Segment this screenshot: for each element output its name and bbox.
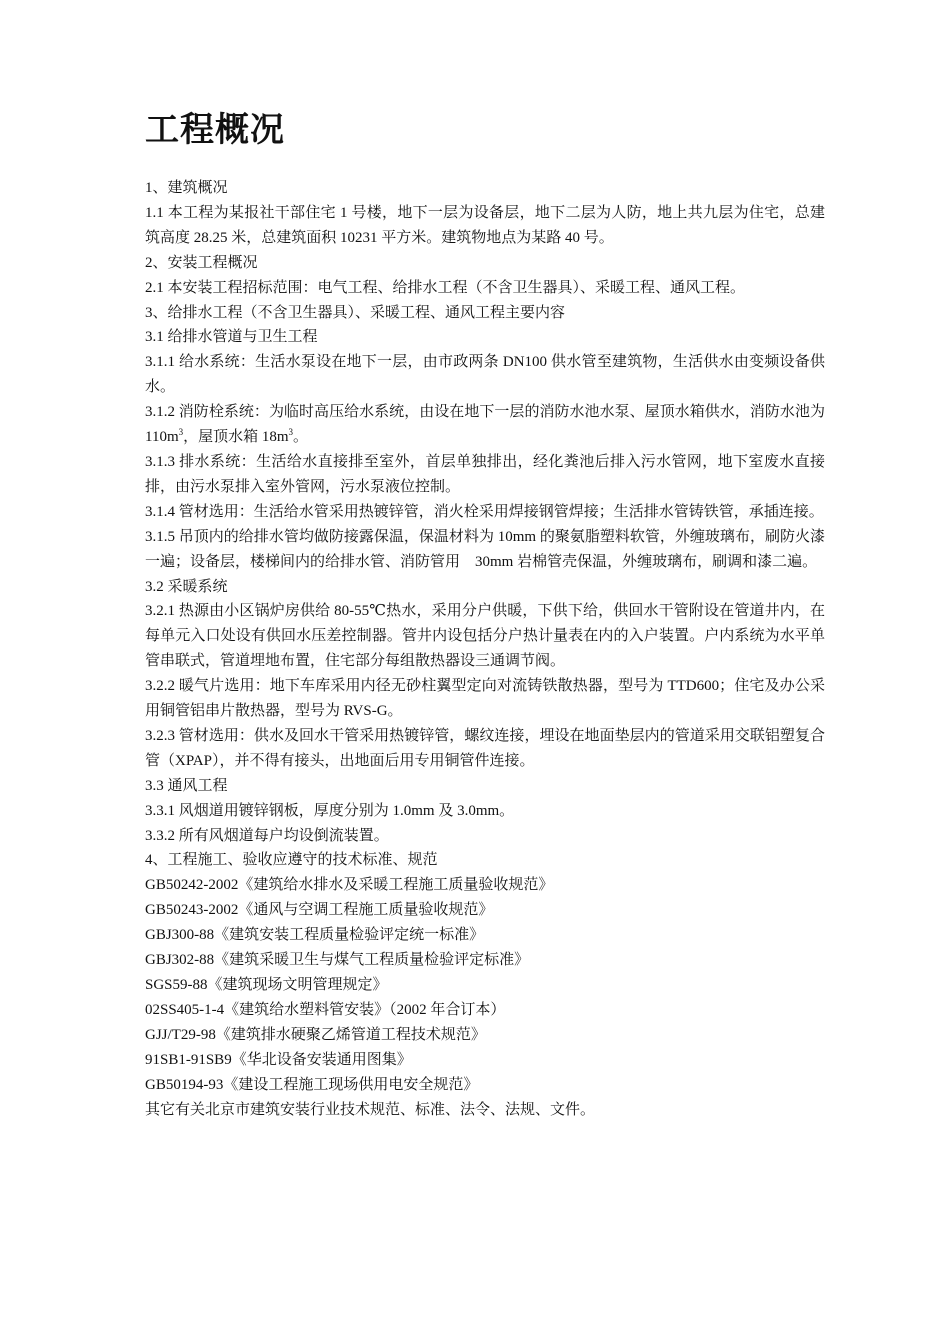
paragraph-3-1-3: 3.1.3 排水系统：生活给水直接排至室外，首层单独排出，经化粪池后排入污水管网，地下室废水直接排，由污水泵排入室外管网，污水泵液位控制。 [145,453,825,495]
fire-sup-b: 3 [288,427,294,438]
subheading-3-2: 3.2 采暖系统 [145,578,228,595]
standard-item: GBJ300-88《建筑安装工程质量检验评定统一标准》 [145,927,485,944]
page-title: 工程概况 [145,110,285,150]
standard-item: GJJ/T29-98《建筑排水硬聚乙烯管道工程技术规范》 [145,1026,486,1043]
paragraph-3-1-4: 3.1.4 管材选用：生活给水管采用热镀锌管，消火栓采用焊接钢管焊接；生活排水管铸铁管，承插连接。 [145,503,824,520]
section-heading-building: 1、建筑概况 [145,180,228,196]
fire-text-a: 3.1.2 消防栓系统：为临时高压给水系统，由设在地下一层的消防水池水泵、屋顶水箱供水，消防水池为 110m [145,404,825,446]
standard-item: 02SS405-1-4《建筑给水塑料管安装》（2002 年合订本） [145,1001,506,1018]
paragraph-1-1: 1.1 本工程为某报社干部住宅 1 号楼，地下一层为设备层，地下二层为人防，地上共九层为住宅，总建筑高度 28.25 米，总建筑面积 10231 平方米。建筑物地点为某路 40 号。 [145,204,825,246]
paragraph-3-3-2: 3.3.2 所有风烟道每户均设倒流装置。 [145,827,389,844]
subheading-3-1: 3.1 给排水管道与卫生工程 [145,329,318,346]
standard-item: 91SB1-91SB9《华北设备安装通用图集》 [145,1051,412,1068]
paragraph-3-3-1: 3.3.1 风烟道用镀锌钢板，厚度分别为 1.0mm 及 3.0mm。 [145,802,515,819]
standard-item: GB50243-2002《通风与空调工程施工质量验收规范》 [145,902,494,919]
fire-text-c: 。 [293,429,309,446]
paragraph-3-2-2: 3.2.2 暖气片选用：地下车库采用内径无砂柱翼型定向对流铸铁散热器，型号为 TTD600；住宅及办公采用铜管铝串片散热器，型号为 RVS-G。 [145,678,825,720]
subheading-3-3: 3.3 通风工程 [145,777,228,794]
paragraph-3-2-1: 3.2.1 热源由小区锅炉房供给 80-55℃热水，采用分户供暖，下供下给，供回水干管附设在管道井内，在每单元入口处设有供回水压差控制器。管井内设包括分户热计量表在内的入户装置。户内系统为水平单管串联式，管道埋地布置，住宅部分每组散热器设三通调节阀。 [145,603,825,670]
standard-item: GB50194-93《建设工程施工现场供用电安全规范》 [145,1076,479,1093]
section-heading-main-content: 3、给排水工程（不含卫生器具）、采暖工程、通风工程主要内容 [145,304,566,321]
document-page [145,104,825,1122]
closing-paragraph: 其它有关北京市建筑安装行业技术规范、标准、法令、法规、文件。 [145,1101,596,1118]
fire-sup-a: 3 [178,427,184,438]
section-heading-standards: 4、工程施工、验收应遵守的技术标准、规范 [145,852,438,869]
document-body [145,176,825,1122]
paragraph-3-1-2 [145,400,825,450]
standard-item: GBJ302-88《建筑采暖卫生与煤气工程质量检验评定标准》 [145,952,530,969]
standard-item: SGS59-88《建筑现场文明管理规定》 [145,977,388,993]
paragraph-3-2-3: 3.2.3 管材选用：供水及回水干管采用热镀锌管，螺纹连接，埋设在地面垫层内的管道采用交联铝塑复合管（XPAP），并不得有接头，出地面后用专用铜管件连接。 [145,727,825,769]
section-heading-installation: 2、安装工程概况 [145,254,258,271]
paragraph-3-1-1: 3.1.1 给水系统：生活水泵设在地下一层，由市政两条 DN100 供水管至建筑物，生活供水由变频设备供水。 [145,354,825,396]
paragraph-2-1: 2.1 本安装工程招标范围：电气工程、给排水工程（不含卫生器具）、采暖工程、通风工程。 [145,279,746,296]
standard-item: GB50242-2002《建筑给水排水及采暖工程施工质量验收规范》 [145,877,554,894]
fire-text-b: ，屋顶水箱 18m [183,429,289,446]
paragraph-3-1-5: 3.1.5 吊顶内的给排水管均做防接露保温，保温材料为 10mm 的聚氨脂塑料软管，外缠玻璃布，刷防火漆一遍；设备层，楼梯间内的给排水管、消防管用 30mm 岩棉管壳保温，外缠玻璃布，刷调和漆二遍。 [145,528,825,570]
